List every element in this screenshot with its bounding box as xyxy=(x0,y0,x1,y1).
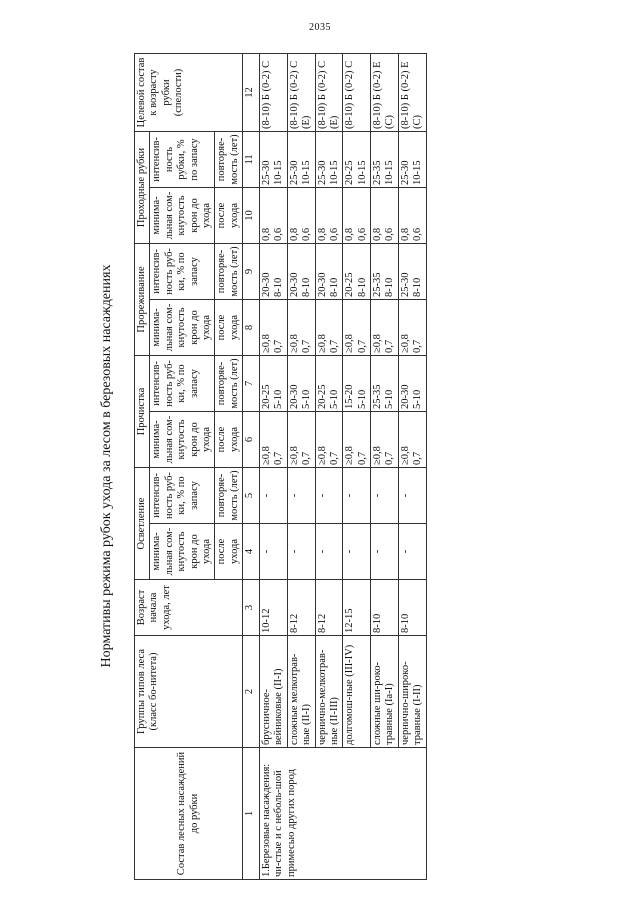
osv-min: - xyxy=(316,549,328,554)
proch-int: 20-30 xyxy=(399,384,411,409)
prorezh-min: ≥0,8 xyxy=(316,334,328,353)
prohod-repeat: 10-15 xyxy=(384,160,396,185)
column-number: 1 xyxy=(243,748,260,880)
header-min-density: минима-льная сом-кнутость крон до ухода xyxy=(150,187,215,243)
proch-repeat: 5-10 xyxy=(301,389,313,409)
header-composition: Состав лесных насаждений до рубки xyxy=(135,748,243,880)
forest-group: брусничное-вейниковые (II-I) xyxy=(260,636,288,748)
header-age: Возраст начала ухода, лет xyxy=(135,580,243,636)
header-repeat: повторяе-мость (лет) xyxy=(215,355,243,411)
prohod-min-after: 0,6 xyxy=(412,227,424,241)
proch-min: ≥0,8 xyxy=(261,446,272,465)
header-min-density: минима-льная сом-кнутость крон до ухода xyxy=(150,412,215,468)
target-composition: (8-10) Б (0-2) С xyxy=(343,53,371,131)
proch-min: ≥0,8 xyxy=(344,446,356,465)
proch-int: 15-20 xyxy=(344,384,356,409)
osv-min: - xyxy=(344,549,356,554)
prorezh-int: 20-30 xyxy=(261,272,272,297)
proch-repeat: 5-10 xyxy=(328,389,340,409)
prorezh-repeat: 8-10 xyxy=(356,277,368,297)
prohod-min: 0,8 xyxy=(399,227,411,241)
header-intensity: интенсив-ность руб-ки, % по запасу xyxy=(150,243,215,299)
prohod-min-after: 0,6 xyxy=(384,227,396,241)
prohod-min-after: 0,6 xyxy=(301,227,313,241)
proch-min-after: 0,7 xyxy=(356,451,368,465)
prohod-min-after: 0,6 xyxy=(273,227,285,241)
osv-min: - xyxy=(372,549,383,554)
start-age: 12-15 xyxy=(343,580,371,636)
forest-group: сложные ши-роко-травные (Ia-I) xyxy=(371,636,399,748)
column-number: 6 xyxy=(243,412,260,468)
prohod-repeat: 10-15 xyxy=(412,160,424,185)
header-repeat: повторяе-мость (лет) xyxy=(215,243,243,299)
column-number: 9 xyxy=(243,243,260,299)
table-row xyxy=(260,53,288,879)
column-number: 5 xyxy=(243,468,260,524)
proch-min: ≥0,8 xyxy=(372,446,383,465)
osv-int: - xyxy=(261,493,272,498)
prohod-repeat: 10-15 xyxy=(356,160,368,185)
prorezh-min-after: 0,7 xyxy=(273,339,285,353)
prorezh-min: ≥0,8 xyxy=(288,334,300,353)
target-composition: (8-10) Б (0-2) С (Е) xyxy=(315,53,343,131)
prohod-int: 25-30 xyxy=(316,160,328,185)
table-title: Нормативы режима рубок ухода за лесом в березовых насаждениях xyxy=(99,264,114,668)
prohod-min: 0,8 xyxy=(261,227,272,241)
prohod-repeat: 10-15 xyxy=(273,160,285,185)
forest-group: сложные мелкотрав-ные (II-I) xyxy=(287,636,315,748)
proch-min: ≥0,8 xyxy=(399,446,411,465)
prohod-min: 0,8 xyxy=(372,227,383,241)
prorezh-int: 25-30 xyxy=(399,272,411,297)
prorezh-min-after: 0,7 xyxy=(356,339,368,353)
composition-cell: 1.Березовые насаждения: чи-стые и с неболь-шой примесью других пород xyxy=(260,748,427,880)
column-number: 10 xyxy=(243,187,260,243)
column-number: 7 xyxy=(243,355,260,411)
prorezh-repeat: 8-10 xyxy=(412,277,424,297)
osv-min: - xyxy=(288,549,300,554)
column-number: 3 xyxy=(243,580,260,636)
header-min-density: минима-льная сом-кнутость крон до ухода xyxy=(150,299,215,355)
header-groups: Группы типов леса (класс бо-нитета) xyxy=(135,636,243,748)
prorezh-repeat: 8-10 xyxy=(273,277,285,297)
prohod-int: 25-30 xyxy=(288,160,300,185)
osv-int: - xyxy=(399,493,411,498)
proch-repeat: 5-10 xyxy=(412,389,424,409)
proch-int: 25-35 xyxy=(372,384,383,409)
osv-int: - xyxy=(344,493,356,498)
header-after-care: после ухода xyxy=(215,299,243,355)
header-target: Целевой состав к возрасту рубки (спелости) xyxy=(135,53,243,131)
prorezh-int: 20-30 xyxy=(288,272,300,297)
prorezh-min-after: 0,7 xyxy=(412,339,424,353)
proch-min: ≥0,8 xyxy=(288,446,300,465)
osv-min: - xyxy=(261,549,272,554)
prorezh-int: 20-25 xyxy=(344,272,356,297)
column-number: 2 xyxy=(243,636,260,748)
prohod-min-after: 0,6 xyxy=(328,227,340,241)
prohod-min: 0,8 xyxy=(288,227,300,241)
start-age: 8-10 xyxy=(371,580,399,636)
prorezh-int: 20-30 xyxy=(316,272,328,297)
prorezh-min: ≥0,8 xyxy=(372,334,383,353)
osv-int: - xyxy=(372,493,383,498)
prohod-int: 25-35 xyxy=(372,160,383,185)
prorezh-min: ≥0,8 xyxy=(261,334,272,353)
column-number: 12 xyxy=(243,53,260,131)
header-group-prohodnye: Проходные рубки xyxy=(135,131,150,243)
column-number-row xyxy=(243,53,260,879)
osv-int: - xyxy=(288,493,300,498)
column-number: 11 xyxy=(243,131,260,187)
header-group-prochistka: Прочистка xyxy=(135,355,150,467)
prorezh-repeat: 8-10 xyxy=(384,277,396,297)
forest-group: чернично-широко-травные (I-II) xyxy=(398,636,426,748)
proch-int: 20-25 xyxy=(261,384,272,409)
prorezh-min-after: 0,7 xyxy=(301,339,313,353)
proch-min-after: 0,7 xyxy=(273,451,285,465)
osv-int: - xyxy=(316,493,328,498)
header-repeat: повторяе-мость (лет) xyxy=(215,468,243,524)
start-age: 8-12 xyxy=(287,580,315,636)
prohod-repeat: 10-15 xyxy=(301,160,313,185)
target-composition: (8-10) Б (0-2) Е (С) xyxy=(371,53,399,131)
header-intensity: интенсив-ность руб-ки, % по запасу xyxy=(150,468,215,524)
prohod-repeat: 10-15 xyxy=(328,160,340,185)
prohod-min: 0,8 xyxy=(316,227,328,241)
prorezh-min: ≥0,8 xyxy=(344,334,356,353)
proch-repeat: 5-10 xyxy=(356,389,368,409)
prorezh-min-after: 0,7 xyxy=(328,339,340,353)
prorezh-min-after: 0,7 xyxy=(384,339,396,353)
page-number: 2035 xyxy=(309,22,331,33)
column-number: 8 xyxy=(243,299,260,355)
norms-table xyxy=(134,53,427,880)
header-group-osvetlenie: Осветление xyxy=(135,468,150,580)
proch-repeat: 5-10 xyxy=(384,389,396,409)
column-number: 4 xyxy=(243,524,260,580)
header-min-density: минима-льная сом-кнутость крон до ухода xyxy=(150,524,215,580)
prorezh-min: ≥0,8 xyxy=(399,334,411,353)
forest-group: чернично-мелкотрав-ные (II-III) xyxy=(315,636,343,748)
header-intensity: интенсив-ность руб-ки, % по запасу xyxy=(150,355,215,411)
proch-min-after: 0,7 xyxy=(412,451,424,465)
prohod-int: 25-30 xyxy=(399,160,411,185)
header-after-care: после ухода xyxy=(215,412,243,468)
osv-min: - xyxy=(399,549,411,554)
prohod-int: 25-30 xyxy=(261,160,272,185)
proch-min: ≥0,8 xyxy=(316,446,328,465)
start-age: 8-10 xyxy=(398,580,426,636)
proch-int: 20-30 xyxy=(288,384,300,409)
proch-min-after: 0,7 xyxy=(301,451,313,465)
start-age: 8-12 xyxy=(315,580,343,636)
rotated-table-sheet xyxy=(96,48,616,884)
prorezh-repeat: 8-10 xyxy=(301,277,313,297)
prohod-min-after: 0,6 xyxy=(356,227,368,241)
target-composition: (8-10) Б (0-2) Е (С) xyxy=(398,53,426,131)
proch-repeat: 5-10 xyxy=(273,389,285,409)
prohod-min: 0,8 xyxy=(344,227,356,241)
start-age: 10-12 xyxy=(260,580,288,636)
proch-min-after: 0,7 xyxy=(328,451,340,465)
header-repeat: повторяе-мость (лет) xyxy=(215,131,243,187)
prorezh-repeat: 8-10 xyxy=(328,277,340,297)
prorezh-int: 25-35 xyxy=(372,272,383,297)
target-composition: (8-10) Б (0-2) С (Е) xyxy=(287,53,315,131)
header-after-care: после ухода xyxy=(215,524,243,580)
header-group-prorezhivanie: Прореживание xyxy=(135,243,150,355)
proch-min-after: 0,7 xyxy=(384,451,396,465)
header-after-care: после ухода xyxy=(215,187,243,243)
forest-group: долгомош-ные (III-IV) xyxy=(343,636,371,748)
header-intensity: интенсив-ность рубки, % по запасу xyxy=(150,131,215,187)
prohod-int: 20-25 xyxy=(344,160,356,185)
target-composition: (8-10) Б (0-2) С xyxy=(260,53,288,131)
proch-int: 20-25 xyxy=(316,384,328,409)
